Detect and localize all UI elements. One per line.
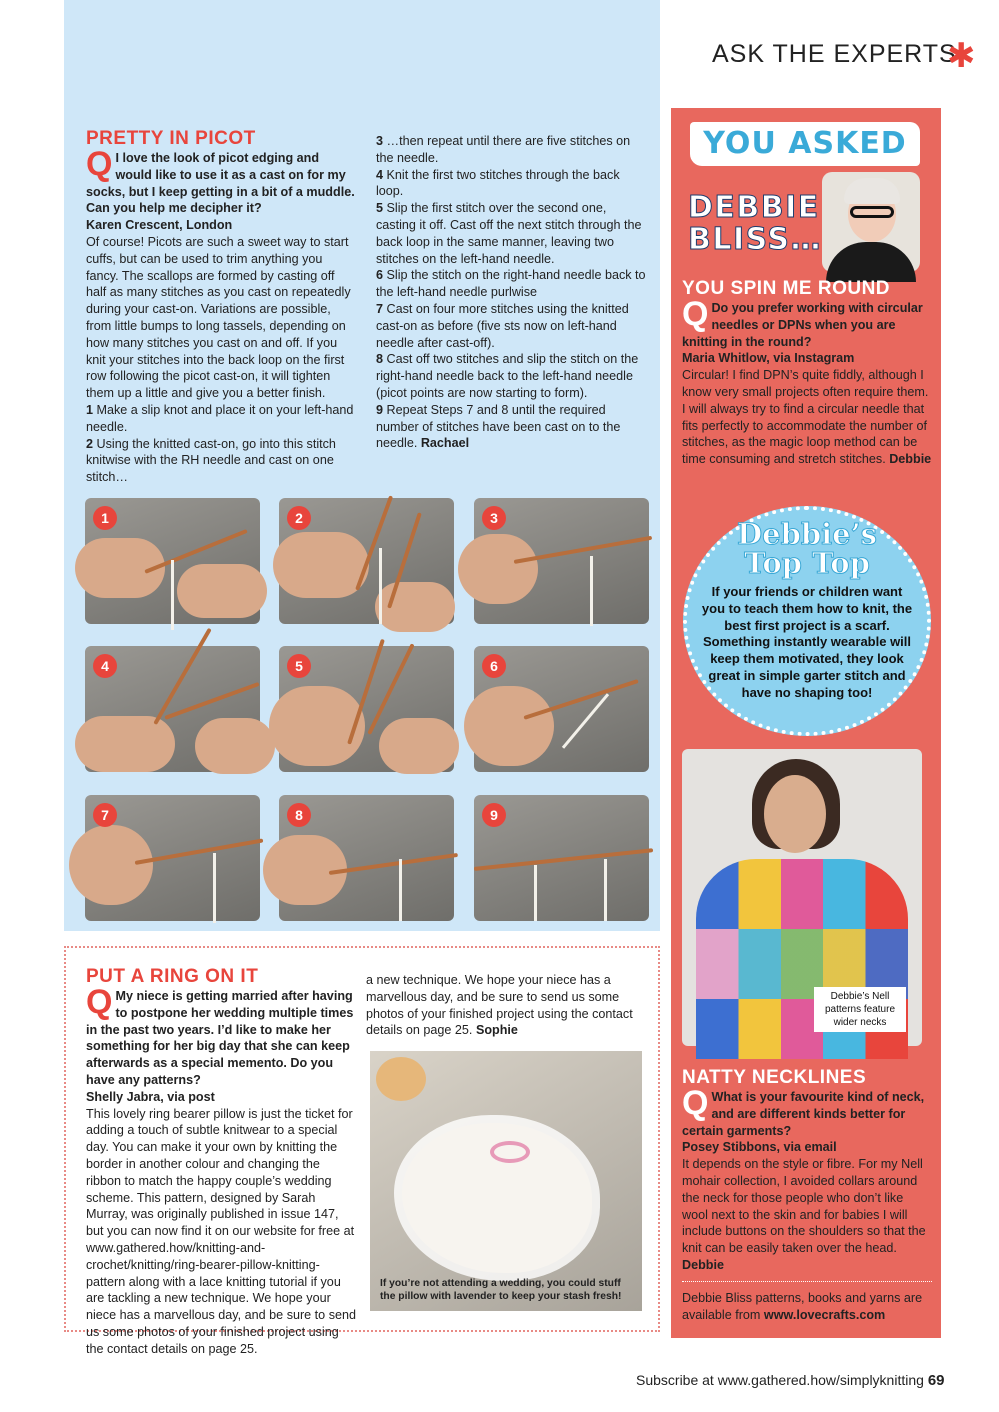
- necklines-signoff: Debbie: [682, 1257, 724, 1272]
- step-text: Slip the first stitch over the second one, casting it off. Cast off the next stitch through the back loop in the same manner, leaving two stitches on the left-hand needle.: [376, 201, 642, 266]
- step-text: Using the knitted cast-on, go into this stitch knitwise with the RH needle and cast on one stitch…: [86, 436, 336, 485]
- step-text: Knit the first two stitches through the back loop.: [376, 167, 620, 199]
- round-heading: YOU SPIN ME ROUND: [682, 278, 891, 299]
- step-text: Repeat Steps 7 and 8 until the required number of stitches have been cast on to the needle.: [376, 402, 621, 451]
- picot-answer: Of course! Picots are such a sweet way to start cuffs, but can be used to trim anything you fancy. The scallops are formed by casting off half as many stitches as you cast on repeatedly during your cast-on. Variations are possible, from little bumps to long tassels, depending on how many stitches you cast on and off. If you knit your stitches into the back loop on the first row following the picot cast-on, it will tighten them up a little and give you a better finish.: [86, 234, 351, 401]
- step-badge: 1: [93, 506, 117, 530]
- sidebar-divider: [682, 1281, 932, 1282]
- model-photo-caption: Debbie’s Nell patterns feature wider necks: [814, 987, 906, 1032]
- step-number: 5: [376, 201, 384, 216]
- picot-asker: Karen Crescent, London: [86, 218, 233, 233]
- expert-portrait: [822, 172, 920, 272]
- step-photo-8: [279, 795, 454, 921]
- round-asker: Maria Whitlow, via Instagram: [682, 351, 855, 366]
- step-text: Make a slip knot and place it on your left-hand needle.: [86, 402, 354, 434]
- step-text: Slip the stitch on the right-hand needle back to the left-hand needle purlwise: [376, 268, 646, 300]
- lovecrafts-link[interactable]: www.lovecrafts.com: [763, 1307, 886, 1322]
- step-number: 8: [376, 352, 384, 367]
- ring-signoff: Sophie: [475, 1023, 518, 1038]
- top-tip-title: [700, 517, 914, 580]
- step-text: Cast on four more stitches using the knitted cast-on as before (five sts now on left-hand needle after cast-off).: [376, 301, 629, 350]
- flower-decoration: [376, 1057, 426, 1101]
- step-photo-1: [85, 498, 260, 624]
- necklines-heading: NATTY NECKLINES: [682, 1067, 867, 1088]
- you-asked-label: YOU ASKED: [703, 126, 907, 161]
- ring-pillow-photo: [370, 1051, 642, 1311]
- ring-column-right: [366, 972, 636, 1039]
- step-badge: 9: [482, 803, 506, 827]
- section-title: ASK THE EXPERTS: [712, 40, 957, 68]
- footnote-text: Debbie Bliss patterns, books and yarns are available from: [682, 1291, 923, 1322]
- step-badge: 6: [482, 654, 506, 678]
- page-number: 69: [927, 1372, 945, 1389]
- asterisk-icon: ✱: [947, 36, 976, 76]
- step-text: Cast off two stitches and slip the stitch on the right-hand needle back to the left-hand needle (picot points are now starting to form).: [376, 352, 639, 400]
- necklines-question-block: [682, 1067, 932, 1274]
- step-badge: 4: [93, 654, 117, 678]
- step-photo-7: [85, 795, 260, 921]
- step-badge: 2: [287, 506, 311, 530]
- subscribe-text[interactable]: Subscribe at www.gathered.how/simplyknitting: [636, 1372, 924, 1388]
- round-question: Do you prefer working with circular needles or DPNs when you are knitting in the round?: [682, 301, 923, 349]
- step-photo-2: [279, 498, 454, 624]
- you-asked-banner: [690, 122, 920, 166]
- ring-answer: This lovely ring bearer pillow is just the ticket for adding a touch of subtle knitwear to a special day. You can make it your own by knitting the border in another colour and changing the ribbon to match the happy couple’s wedding scheme. This pattern, designed by Sarah Murray, was originally published in issue 147, but you can now find it on our website for free at www.gathered.how/knitting-and-crochet/knitting/ring-bearer-pillow-knitting-pattern along with a lace knitting tutorial if you are tackling a new technique. We hope your niece has a marvellous day, and be sure to send us some photos of your finished project using the contact details on page 25.: [86, 1106, 356, 1356]
- question-mark-icon: Q: [86, 983, 113, 1021]
- step-text: …then repeat until there are five stitches on the needle.: [376, 134, 631, 165]
- necklines-question: What is your favourite kind of neck, and are different kinds better for certain garments?: [682, 1090, 925, 1138]
- ring-column-left: [86, 966, 356, 1356]
- ribbon: [490, 1141, 530, 1163]
- question-mark-icon: Q: [86, 145, 113, 183]
- picot-question: I love the look of picot edging and would like to use it as a cast on for my socks, but I keep getting in a bit of a muddle. Can you help me decipher it?: [86, 151, 355, 216]
- ring-answer-continued: a new technique. We hope your niece has a marvellous day, and be sure to send us some photos of your finished project using the contact details on page 25.: [366, 973, 633, 1038]
- step-number: 4: [376, 167, 384, 182]
- step-badge: 5: [287, 654, 311, 678]
- question-mark-icon: Q: [682, 1084, 709, 1122]
- round-signoff: Debbie: [889, 452, 932, 467]
- step-number: 1: [86, 402, 94, 417]
- expert-name-line1: DEBBIE: [688, 190, 820, 225]
- step-number: 3: [376, 134, 384, 148]
- step-photo-5: [279, 646, 454, 772]
- round-question-block: [682, 278, 932, 468]
- step-badge: 8: [287, 803, 311, 827]
- top-tip-title-line2: Top Top: [744, 546, 870, 580]
- step-photo-6: [474, 646, 649, 772]
- picot-column-left: [86, 128, 356, 486]
- necklines-answer: It depends on the style or fibre. For my Nell mohair collection, I avoided collars around the neck for those people who don’t like wool next to the skin and for babies I will include buttons on the shoulders so that the knit can be easily taken over the head.: [682, 1157, 926, 1256]
- step-badge: 7: [93, 803, 117, 827]
- step-badge: 3: [482, 506, 506, 530]
- top-tip-title-line1: Debbie’s: [736, 517, 878, 551]
- necklines-asker: Posey Stibbons, via email: [682, 1140, 837, 1155]
- picot-column-right: [376, 128, 648, 452]
- expert-name-line2: BLISS…: [688, 222, 823, 257]
- ring-photo-caption: If you’re not attending a wedding, you could stuff the pillow with lavender to keep your stash fresh!: [380, 1278, 622, 1302]
- step-photo-9: [474, 795, 649, 921]
- step-number: 2: [86, 436, 94, 451]
- picot-signoff: Rachael: [420, 436, 470, 451]
- ring-heading: PUT A RING ON IT: [86, 966, 259, 987]
- sidebar-footnote: [682, 1290, 932, 1324]
- page-footer: [636, 1372, 945, 1389]
- round-answer: Circular! I find DPN’s quite fiddly, although I know very small projects often require them. I will always try to find a circular needle that fits perfectly to accommodate the number of stitches, as the magic loop method can be time consuming and stretch stitches.: [682, 368, 929, 467]
- picot-heading: PRETTY IN PICOT: [86, 128, 256, 149]
- step-photo-3: [474, 498, 649, 624]
- expert-name: [688, 190, 823, 257]
- step-number: 7: [376, 301, 384, 316]
- question-mark-icon: Q: [682, 295, 709, 333]
- ring-asker: Shelly Jabra, via post: [86, 1089, 215, 1104]
- step-photo-4: [85, 646, 260, 772]
- top-tip-text: If your friends or children want you to teach them how to knit, the best first project is a scarf. Something instantly wearable will keep them motivated, they look great in simple garter stitch and have no shaping too!: [701, 584, 913, 700]
- ring-question: My niece is getting married after having to postpone her wedding multiple times in the past two years. I’d like to make her something for her big day that she can keep afterwards as a special memento. Do you have any patterns?: [86, 989, 354, 1087]
- step-number: 9: [376, 402, 384, 417]
- step-number: 6: [376, 268, 384, 283]
